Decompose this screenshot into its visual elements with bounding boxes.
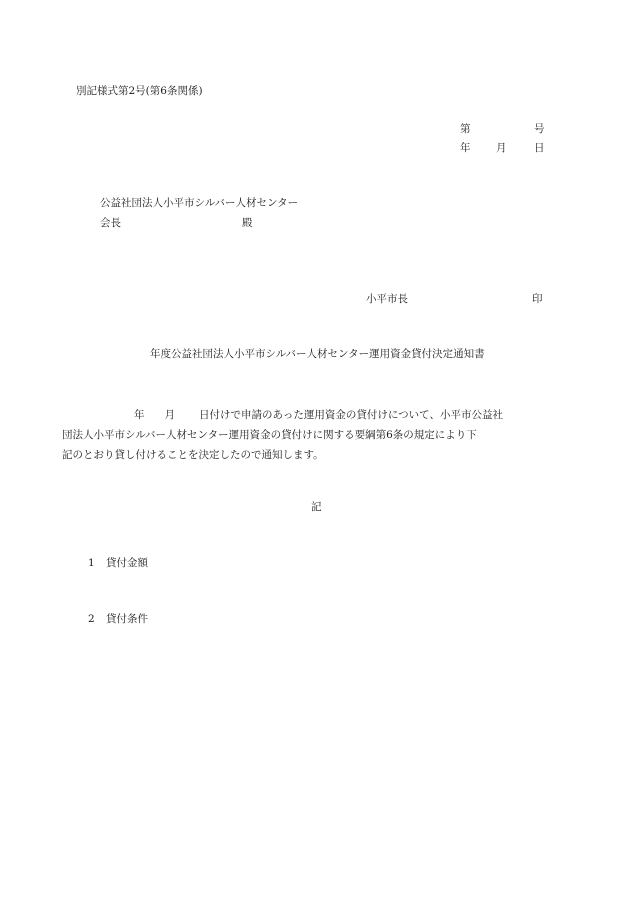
document-number-prefix: 第 (460, 123, 471, 135)
date-month-label: 月 (496, 142, 507, 154)
body-line-3: 記のとおり貸し付けることを決定したので通知します。 (62, 449, 324, 461)
body-line-2: 団法人小平市シルバー人材センター運用資金の貸付けに関する要綱第6条の規定により下 (62, 429, 477, 441)
body-month-label: 月 (164, 409, 175, 421)
list-item-loan-amount (88, 558, 148, 569)
item-label: 貸付条件 (106, 613, 148, 625)
body-year-label: 年 (134, 409, 145, 421)
addressee-honorific: 殿 (242, 217, 253, 229)
sender-title: 小平市長 (366, 293, 408, 305)
body-line-1 (62, 405, 562, 425)
addressee-organization: 公益社団法人小平市シルバー人材センター (100, 197, 299, 209)
list-item-loan-conditions (88, 614, 148, 625)
document-number-suffix: 号 (534, 123, 545, 135)
notice-title: 年度公益社団法人小平市シルバー人材センター運用資金貸付決定通知書 (150, 348, 485, 360)
ki-heading: 記 (311, 501, 322, 513)
body-paragraph (62, 405, 562, 465)
date-day-label: 日 (534, 142, 545, 154)
body-line-1-text: 日付けで申請のあった運用資金の貸付けについて、小平市公益社 (199, 409, 503, 421)
date-year-label: 年 (460, 142, 471, 154)
item-label: 貸付金額 (106, 557, 148, 569)
form-number-label: 別記様式第2号(第6条関係) (76, 85, 203, 97)
seal-mark: 印 (532, 293, 543, 305)
item-number: 1 (88, 557, 95, 569)
item-number: 2 (88, 613, 95, 625)
addressee-title: 会長 (100, 217, 121, 229)
